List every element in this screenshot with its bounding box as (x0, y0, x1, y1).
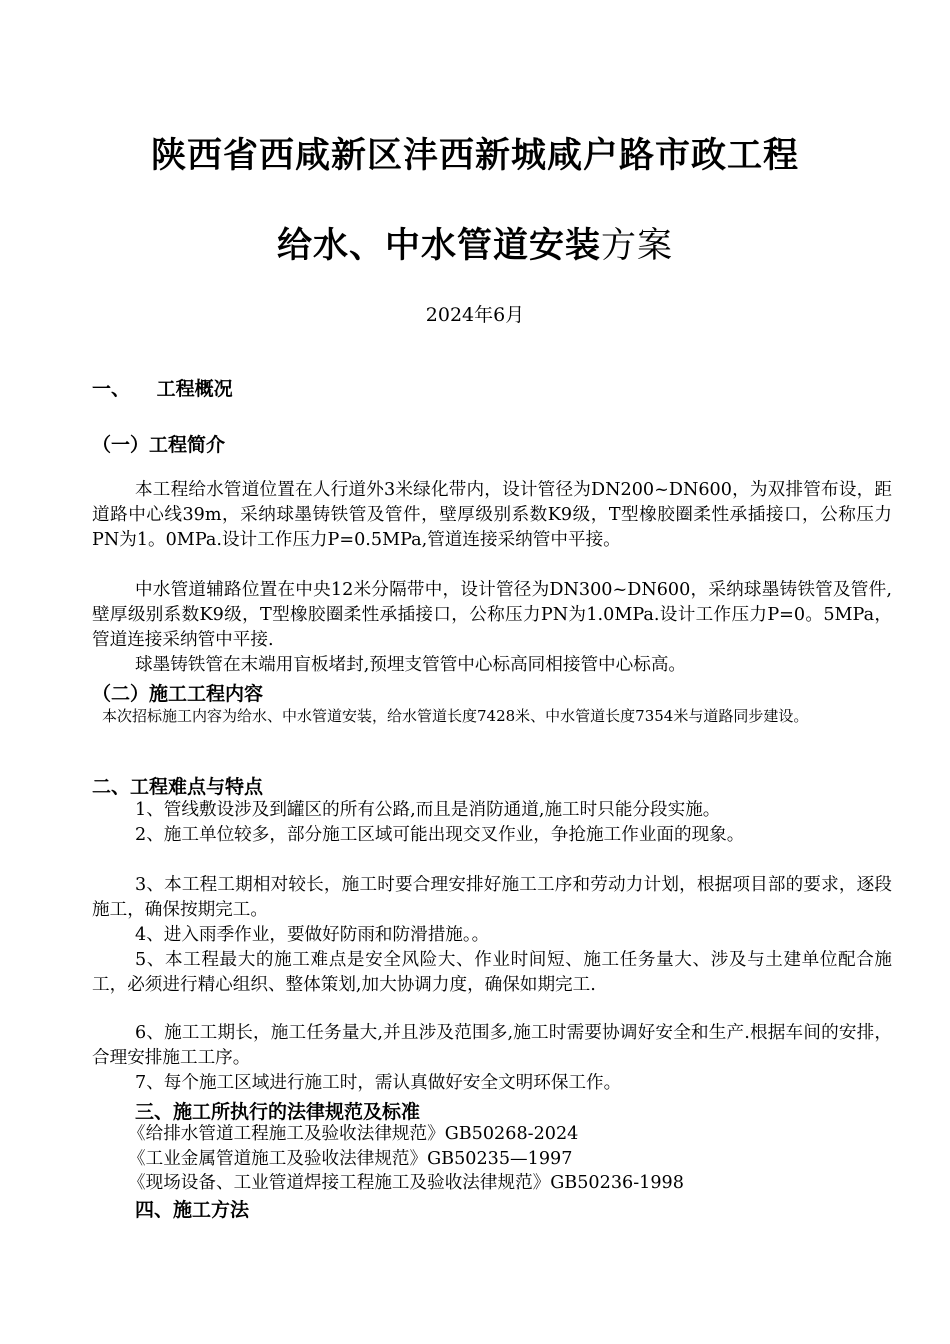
paragraph-scope: 本次招标施工内容为给水、中水管道安装，给水管道长度7428米、中水管道长度7354米与道路同步建设。 (102, 707, 809, 725)
title-bold-part: 给水、中水管道安装 (276, 225, 601, 266)
section-3-heading: 三、施工所执行的法律规范及标准 (135, 1101, 421, 1123)
list-item: 6、施工工期长，施工任务量大,并且涉及范围多,施工时需要协调好安全和生产.根据车间的安排，合理安排施工工序。 (92, 1023, 892, 1068)
paragraph-reclaimed-water: 中水管道辅路位置在中央12米分隔带中，设计管径为DN300~DN600，采纳球墨铸铁管及管件,壁厚级别系数K9级，T型橡胶圈柔性承插接口，公称压力PN为1.0MPa.设计工作压力P=0。5MPa，管道连接采纳管中平接. (92, 580, 892, 650)
list-item: 1、管线敷设涉及到罐区的所有公路,而且是消防通道,施工时只能分段实施。 (135, 800, 721, 820)
paragraph-pipe-end: 球墨铸铁管在末端用盲板堵封,预埋支管管中心标高同相接管中心标高。 (135, 655, 687, 675)
title-normal-part: 方案 (601, 226, 674, 266)
document-title-line2 (0, 218, 950, 268)
section-1-2-heading: （二）施工工程内容 (92, 683, 264, 705)
list-item: 5、本工程最大的施工难点是安全风险大、作业时间短、施工任务量大、涉及与土建单位配合施工，必须进行精心组织、整体策划,加大协调力度，确保如期完工. (92, 950, 892, 995)
section-1-heading: 一、 工程概况 (92, 378, 233, 400)
standard-item: 《工业金属管道施工及验收法律规范》GB50235—1997 (128, 1149, 573, 1169)
standard-item: 《现场设备、工业管道焊接工程施工及验收法律规范》GB50236-1998 (128, 1173, 684, 1193)
section-1-1-heading: （一）工程简介 (92, 434, 226, 456)
list-item: 3、本工程工期相对较长，施工时要合理安排好施工工序和劳动力计划，根据项目部的要求，逐段施工，确保按期完工。 (92, 875, 892, 920)
list-item: 7、每个施工区域进行施工时，需认真做好安全文明环保工作。 (135, 1073, 622, 1093)
section-2-heading: 二、工程难点与特点 (92, 776, 264, 798)
list-item: 2、施工单位较多，部分施工区域可能出现交叉作业，争抢施工作业面的现象。 (135, 825, 745, 845)
standard-item: 《给排水管道工程施工及验收法律规范》GB50268-2024 (128, 1124, 579, 1144)
document-date: 2024年6月 (425, 304, 525, 326)
document-title-line1: 陕西省西咸新区沣西新城咸户路市政工程 (150, 135, 799, 176)
paragraph-water-supply: 本工程给水管道位置在人行道外3米绿化带内，设计管径为DN200~DN600，为双排管布设，距道路中心线39m，采纳球墨铸铁管及管件，壁厚级别系数K9级，T型橡胶圈柔性承插接口，公称压力PN为1。0MPa.设计工作压力P=0.5MPa,管道连接采纳管中平接。 (92, 480, 892, 550)
section-4-heading: 四、施工方法 (135, 1199, 250, 1221)
list-item: 4、进入雨季作业，要做好防雨和防滑措施。。 (135, 925, 490, 945)
